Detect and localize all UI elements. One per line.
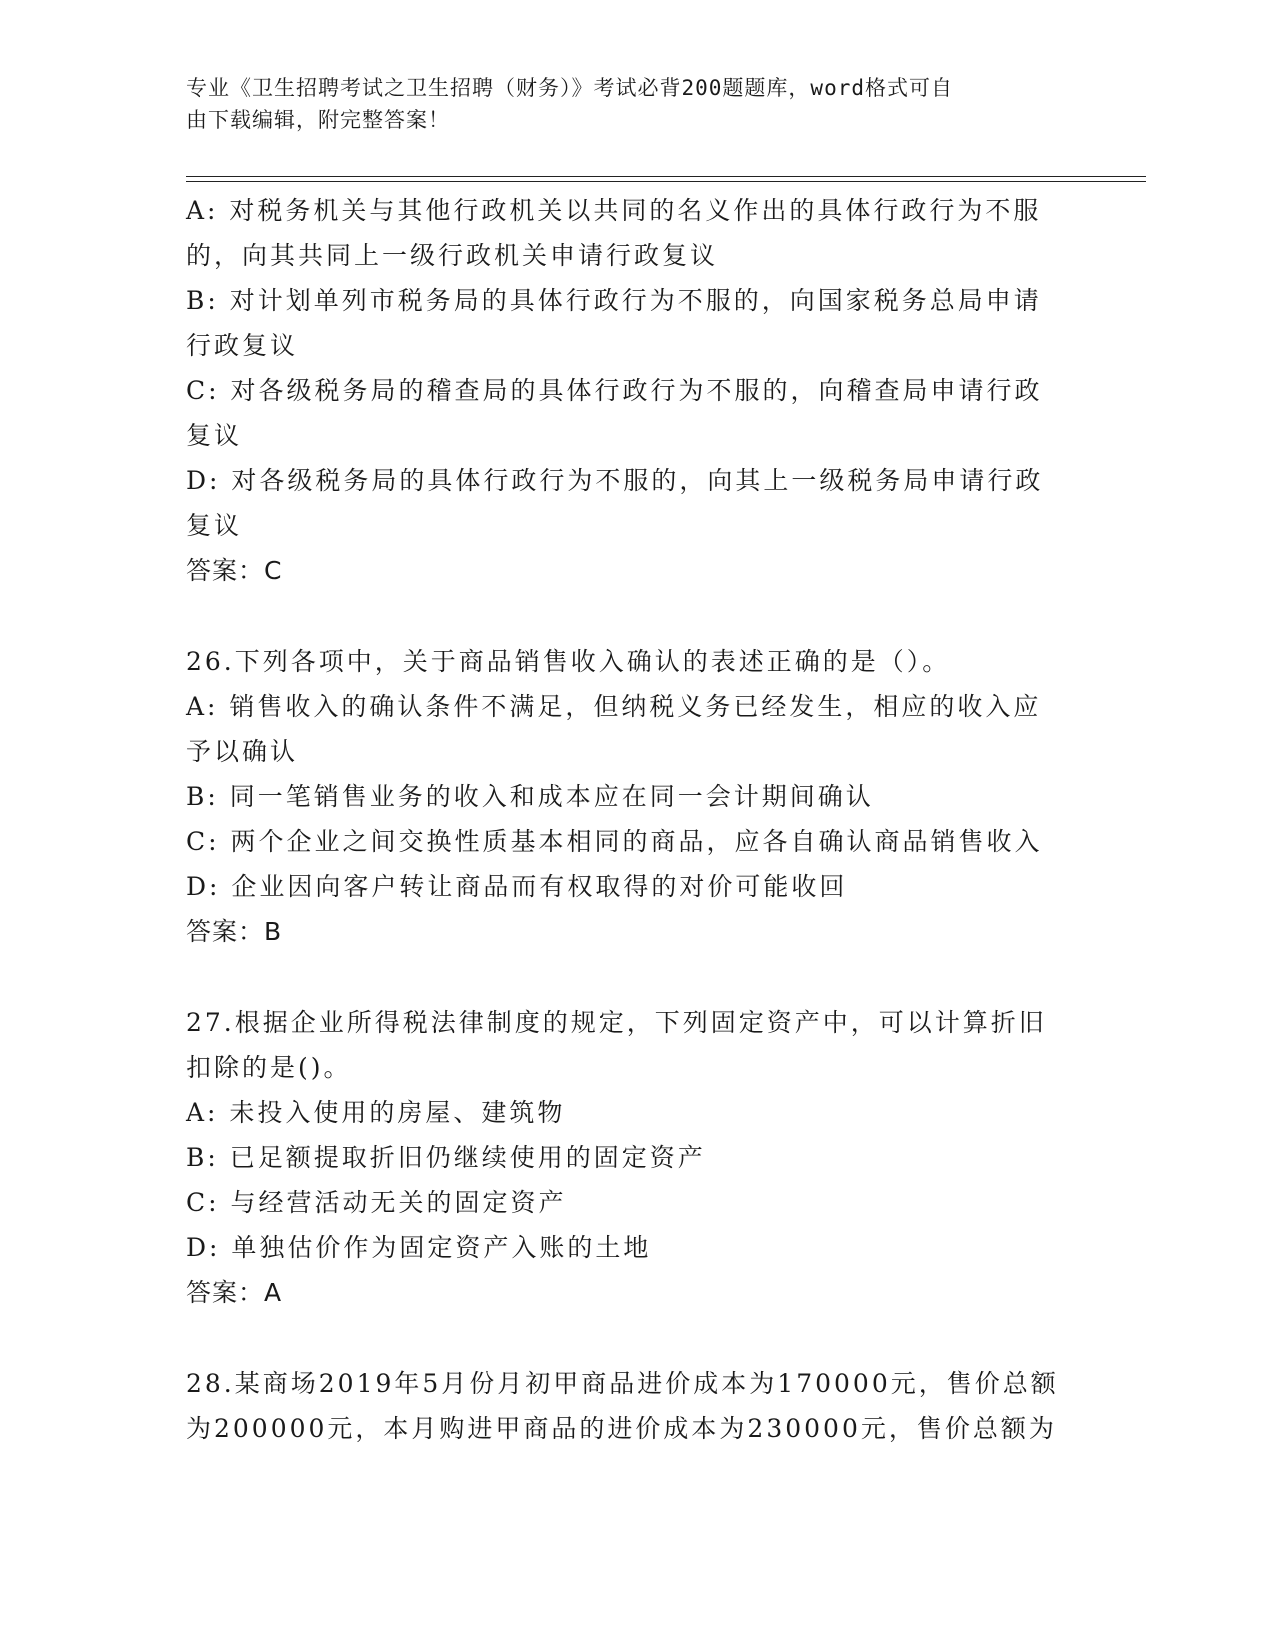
option-d: D: 单独估价作为固定资产入账的土地 <box>186 1233 652 1262</box>
header-rule-bottom <box>186 181 1146 182</box>
option-b: B: 已足额提取折旧仍继续使用的固定资产 <box>186 1143 706 1172</box>
option-c: C: 与经营活动无关的固定资产 <box>186 1188 567 1217</box>
question-27-stem-line-1: 27.根据企业所得税法律制度的规定，下列固定资产中，可以计算折旧 <box>186 1008 1047 1037</box>
option-a-line-2: 的，向其共同上一级行政机关申请行政复议 <box>186 241 719 270</box>
question-28-stem-line-1: 28.某商场2019年5月份月初甲商品进价成本为170000元，售价总额 <box>186 1369 1059 1398</box>
header-line-2: 由下载编辑，附完整答案！ <box>186 108 450 132</box>
option-a-line-1: A: 对税务机关与其他行政机关以共同的名义作出的具体行政行为不服 <box>186 196 1042 225</box>
question-27 <box>186 1000 1066 1315</box>
option-c-line-1: C: 对各级税务局的稽查局的具体行政行为不服的，向稽查局申请行政 <box>186 376 1043 405</box>
header-line-1: 专业《卫生招聘考试之卫生招聘（财务）》考试必背200题题库，word格式可自 <box>186 76 953 100</box>
option-b: B: 同一笔销售业务的收入和成本应在同一会计期间确认 <box>186 782 874 811</box>
question-25-options <box>186 188 1066 593</box>
answer-25: 答案：C <box>186 556 283 585</box>
spacer <box>186 1315 1066 1361</box>
option-b-line-1: B: 对计划单列市税务局的具体行政行为不服的，向国家税务总局申请 <box>186 286 1042 315</box>
option-d-line-1: D: 对各级税务局的具体行政行为不服的，向其上一级税务局申请行政 <box>186 466 1044 495</box>
question-27-stem-line-2: 扣除的是()。 <box>186 1053 352 1082</box>
document-header <box>186 72 1066 136</box>
option-a: A: 未投入使用的房屋、建筑物 <box>186 1098 566 1127</box>
answer-26: 答案：B <box>186 917 283 946</box>
answer-27: 答案：A <box>186 1278 283 1307</box>
question-26-stem: 26.下列各项中，关于商品销售收入确认的表述正确的是（）。 <box>186 647 951 676</box>
header-rule-top <box>186 176 1146 177</box>
option-a-line-2: 予以确认 <box>186 737 299 766</box>
spacer <box>186 954 1066 1000</box>
spacer <box>186 593 1066 639</box>
question-26 <box>186 639 1066 954</box>
document-body <box>186 188 1066 1451</box>
option-b-line-2: 行政复议 <box>186 331 299 360</box>
option-d-line-2: 复议 <box>186 511 243 540</box>
option-c-line-2: 复议 <box>186 421 243 450</box>
option-a-line-1: A: 销售收入的确认条件不满足，但纳税义务已经发生，相应的收入应 <box>186 692 1042 721</box>
question-28-stem-line-2: 为200000元，本月购进甲商品的进价成本为230000元，售价总额为 <box>186 1414 1057 1443</box>
option-d: D: 企业因向客户转让商品而有权取得的对价可能收回 <box>186 872 848 901</box>
question-28 <box>186 1361 1066 1451</box>
option-c: C: 两个企业之间交换性质基本相同的商品，应各自确认商品销售收入 <box>186 827 1043 856</box>
